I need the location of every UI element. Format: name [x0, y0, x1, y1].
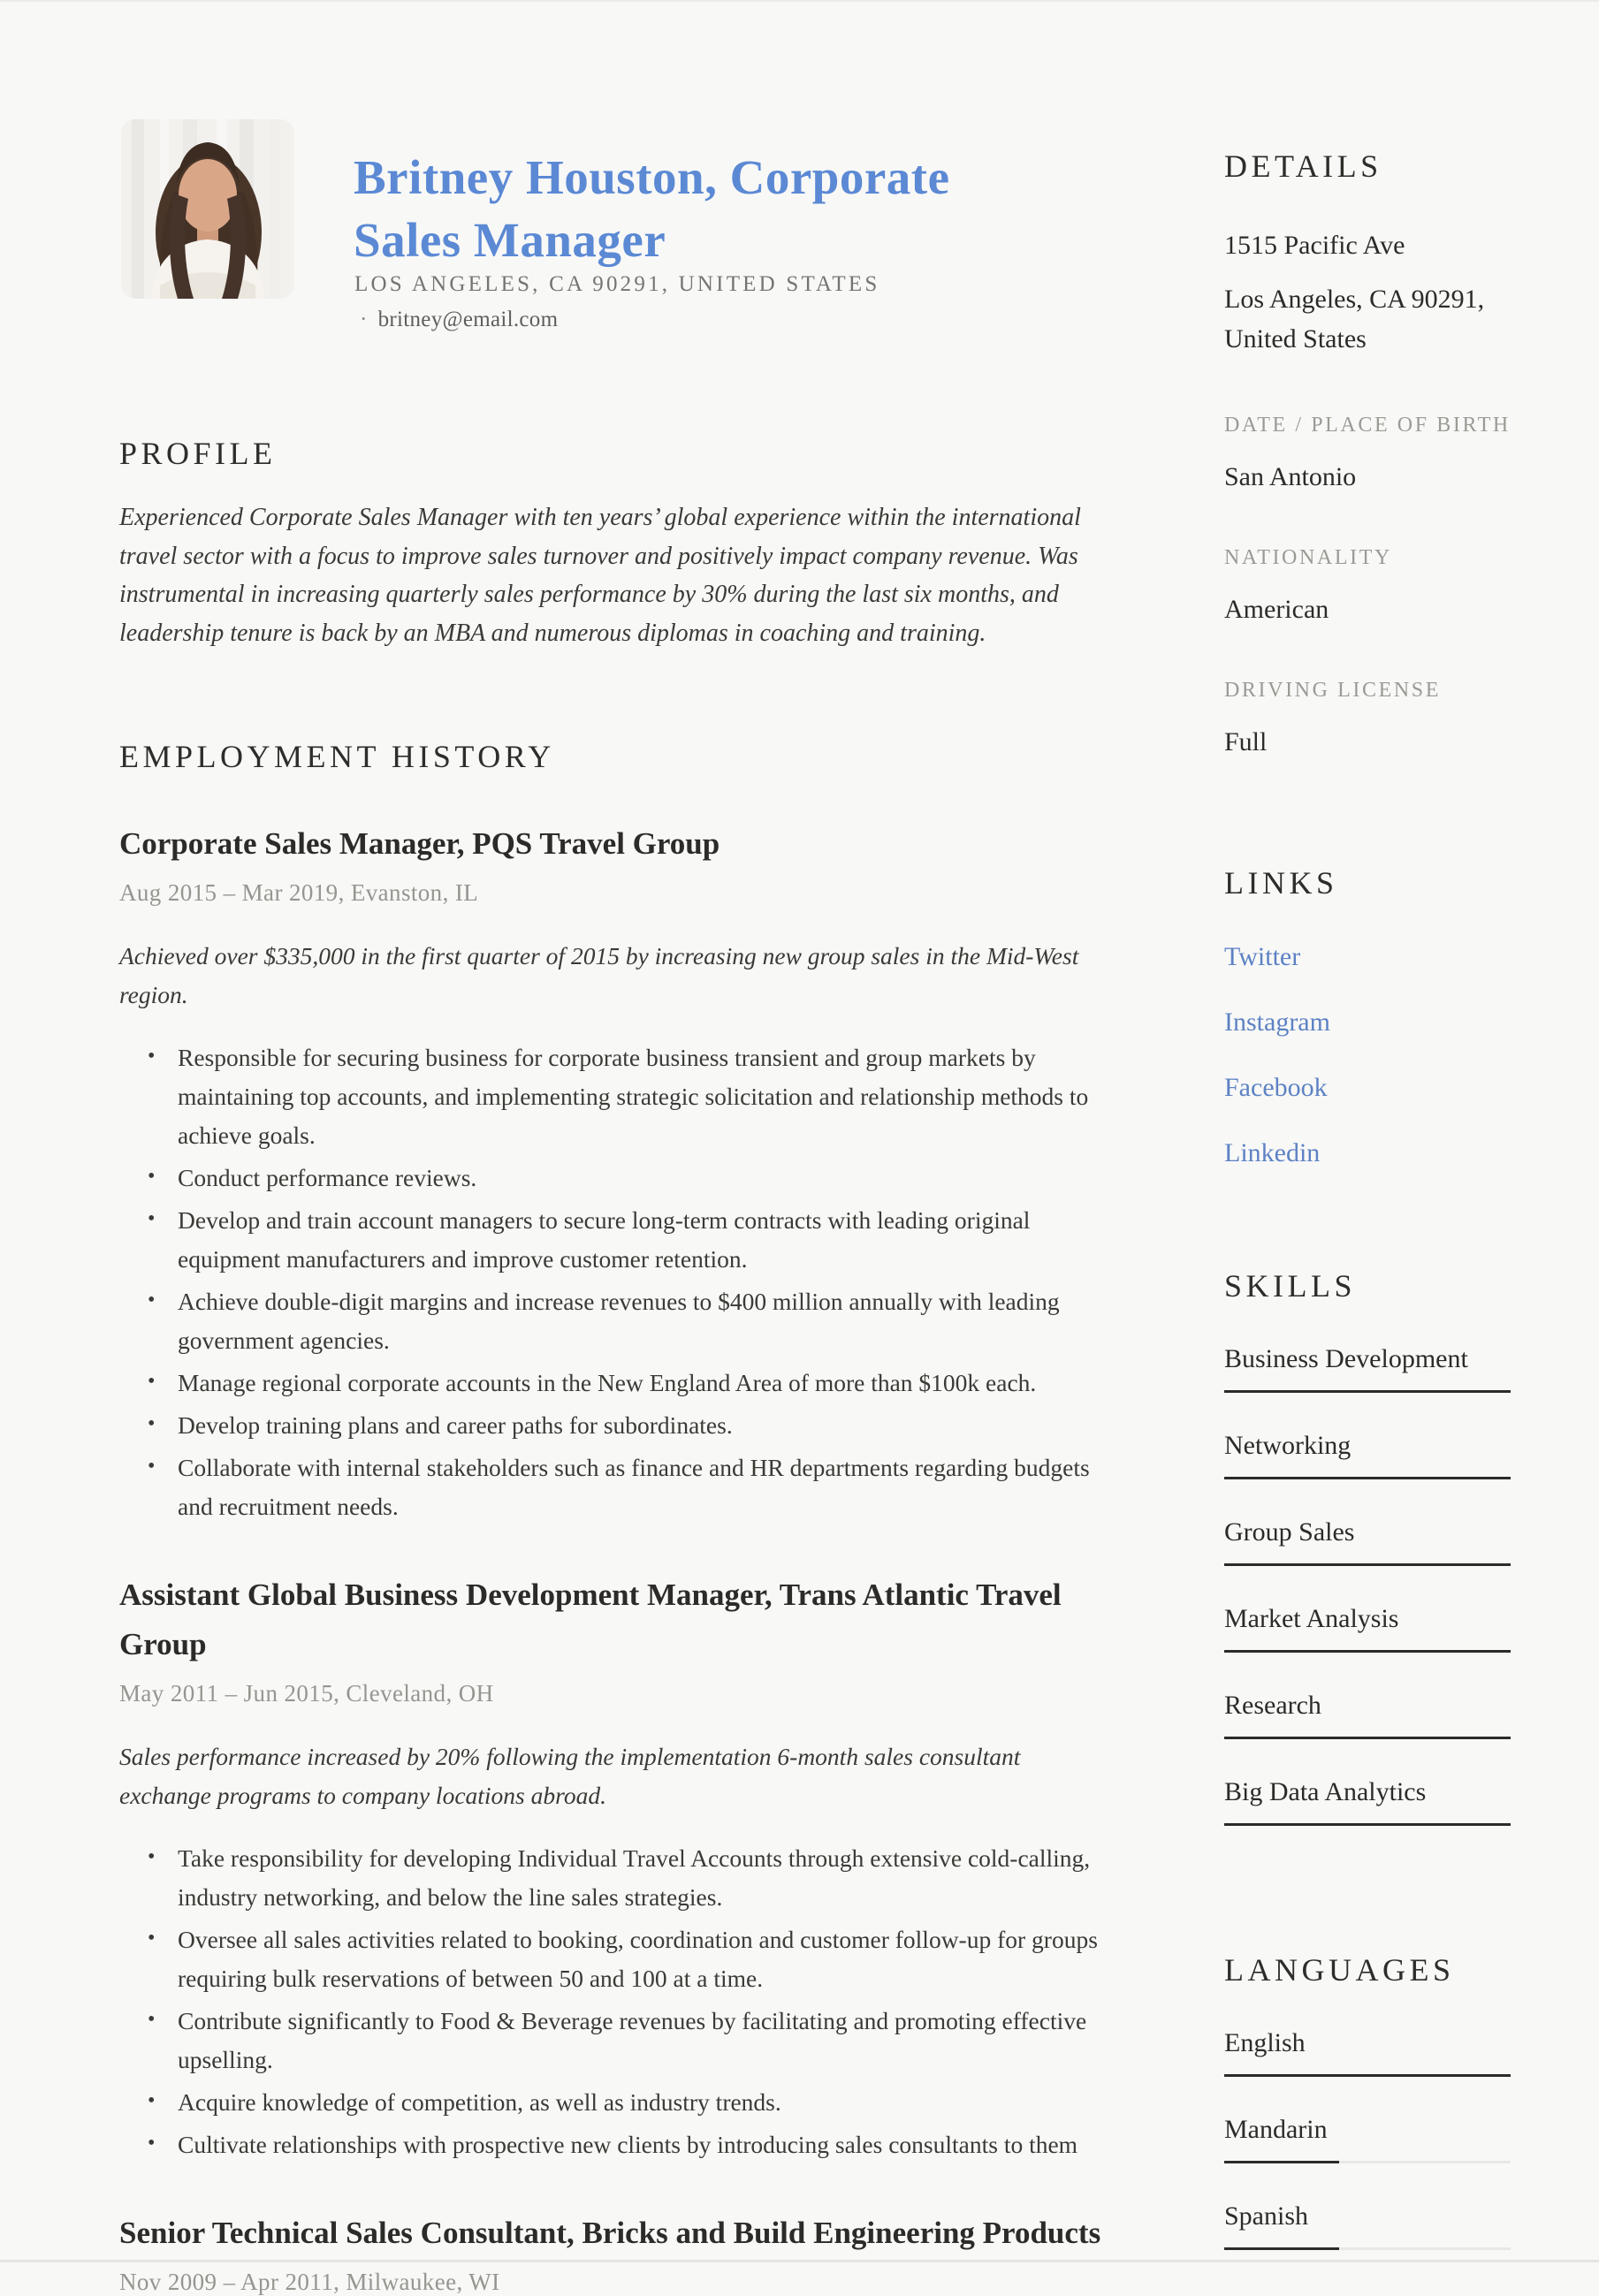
profile-summary: Experienced Corporate Sales Manager with ten years’ global experience within the international travel sector with a focus to improve sales turnover and positively impact company revenue. Was instrumental in increasing quarterly sales performance by 30% during the last six months, and leadership tenure is back by an MBA and numerous diplomas in coaching and training.	[119, 504, 1081, 648]
skill-level-fill	[1224, 1737, 1511, 1739]
skill-item	[1224, 1690, 1511, 1739]
driving-license-label: DRIVING LICENSE	[1224, 679, 1441, 702]
job-bullet: • Manage regional corporate accounts in the New England Area of more than $100k each.	[178, 1364, 1108, 1403]
skill-name: Group Sales	[1224, 1517, 1355, 1547]
details-heading: DETAILS	[1224, 148, 1382, 184]
job-bullet: • Achieve double-digit margins and increase revenues to $400 million annually with leading government agencies.	[178, 1282, 1108, 1360]
skill-item	[1224, 1776, 1511, 1826]
job-bullet: • Responsible for securing business for corporate business transient and group markets by maintaining top accounts, and implementing strategic solicitation and relationship methods to achieve goals.	[178, 1038, 1108, 1155]
driving-license-value: Full	[1224, 727, 1268, 756]
job-title: Assistant Global Business Development Manager, Trans Atlantic Travel Group	[119, 1577, 1062, 1661]
skill-level-bar	[1224, 1650, 1511, 1653]
email-text: britney@email.com	[377, 308, 559, 331]
job-bullet: • Take responsibility for developing Individual Travel Accounts through extensive cold-calling, industry networking, and below the line sales strategies.	[178, 1839, 1108, 1917]
language-level-fill	[1224, 2247, 1339, 2250]
job-bullet: • Conduct performance reviews.	[178, 1159, 1108, 1197]
job-bullet: • Contribute significantly to Food & Beverage revenues by facilitating and promoting effective upselling.	[178, 2002, 1108, 2079]
language-item	[1224, 2201, 1511, 2250]
nationality-value: American	[1224, 595, 1329, 624]
skill-name: Networking	[1224, 1431, 1352, 1460]
job-dates: May 2011 – Jun 2015, Cleveland, OH	[119, 1679, 494, 1707]
skill-level-fill	[1224, 1650, 1511, 1653]
sidebar	[1224, 0, 1511, 2250]
job-entry	[119, 1570, 1108, 2164]
linkedin-link[interactable]: Linkedin	[1224, 1138, 1321, 1167]
language-level-bar	[1224, 2247, 1511, 2250]
skill-level-fill	[1224, 1823, 1511, 1826]
profile-heading: PROFILE	[119, 436, 277, 471]
skill-level-bar	[1224, 1477, 1511, 1479]
job-dates: Aug 2015 – Mar 2019, Evanston, IL	[119, 878, 479, 906]
language-name: Mandarin	[1224, 2115, 1328, 2144]
language-level-bar	[1224, 2161, 1511, 2163]
skill-level-fill	[1224, 1477, 1511, 1479]
language-level-fill	[1224, 2161, 1339, 2163]
job-title: Senior Technical Sales Consultant, Bricks and Build Engineering Products	[119, 2215, 1101, 2250]
skill-level-bar	[1224, 1823, 1511, 1826]
skill-name: Market Analysis	[1224, 1604, 1399, 1633]
skills-heading: SKILLS	[1224, 1268, 1357, 1304]
job-entry	[119, 819, 1108, 1526]
employment-history-heading: EMPLOYMENT HISTORY	[119, 738, 555, 774]
language-item	[1224, 2114, 1511, 2163]
skill-level-fill	[1224, 1390, 1511, 1393]
skill-level-bar	[1224, 1390, 1511, 1393]
instagram-link[interactable]: Instagram	[1224, 1007, 1330, 1037]
job-bullet-list	[119, 1839, 1108, 2164]
skill-name: Research	[1224, 1691, 1321, 1720]
address-line-1: 1515 Pacific Ave	[1224, 231, 1405, 260]
job-bullet: • Develop training plans and career paths for subordinates.	[178, 1406, 1108, 1445]
job-summary: Sales performance increased by 20% following the implementation 6-month sales consultant exchange programs to company locations abroad.	[119, 1742, 1021, 1810]
skill-item	[1224, 1603, 1511, 1653]
facebook-link[interactable]: Facebook	[1224, 1073, 1328, 1102]
job-bullet-list	[119, 1038, 1108, 1526]
language-name: Spanish	[1224, 2201, 1309, 2231]
job-bullet: • Acquire knowledge of competition, as well as industry trends.	[178, 2083, 1108, 2122]
twitter-link[interactable]: Twitter	[1224, 942, 1301, 971]
languages-heading: LANGUAGES	[1224, 1952, 1455, 1988]
skill-name: Big Data Analytics	[1224, 1777, 1427, 1806]
skill-item	[1224, 1517, 1511, 1566]
language-level-fill	[1224, 2074, 1511, 2077]
job-bullet: • Oversee all sales activities related to booking, coordination and customer follow-up for groups requiring bulk reservations of between 50 and 100 at a time.	[178, 1920, 1108, 1998]
job-summary: Achieved over $335,000 in the first quarter of 2015 by increasing new group sales in the Mid-West region.	[119, 941, 1079, 1009]
job-title: Corporate Sales Manager, PQS Travel Group	[119, 825, 720, 861]
language-level-bar	[1224, 2074, 1511, 2077]
main-column	[119, 0, 1108, 2296]
job-entry	[119, 2209, 1108, 2296]
address-line-2: Los Angeles, CA 90291, United States	[1224, 285, 1485, 354]
skill-level-bar	[1224, 1737, 1511, 1739]
job-dates: Nov 2009 – Apr 2011, Milwaukee, WI	[119, 2268, 500, 2295]
links-heading: LINKS	[1224, 865, 1338, 901]
skill-level-bar	[1224, 1563, 1511, 1566]
name-title: Britney Houston, Corporate Sales Manager	[354, 149, 950, 268]
contact-separator: ·	[360, 308, 368, 331]
skill-item	[1224, 1430, 1511, 1479]
language-name: English	[1224, 2028, 1306, 2057]
skill-level-fill	[1224, 1563, 1511, 1566]
skill-name: Business Development	[1224, 1344, 1468, 1373]
job-bullet: • Develop and train account managers to secure long-term contracts with leading original equipment manufacturers and improve customer retention.	[178, 1201, 1108, 1279]
language-item	[1224, 2027, 1511, 2077]
job-bullet: • Collaborate with internal stakeholders such as finance and HR departments regarding budgets and recruitment needs.	[178, 1448, 1108, 1526]
birth-value: San Antonio	[1224, 462, 1357, 491]
location-text: LOS ANGELES, CA 90291, UNITED STATES	[354, 272, 880, 296]
birth-label: DATE / PLACE OF BIRTH	[1224, 414, 1511, 437]
skill-item	[1224, 1343, 1511, 1393]
job-bullet: • Cultivate relationships with prospective new clients by introducing sales consultants to them	[178, 2125, 1108, 2164]
nationality-label: NATIONALITY	[1224, 546, 1392, 569]
